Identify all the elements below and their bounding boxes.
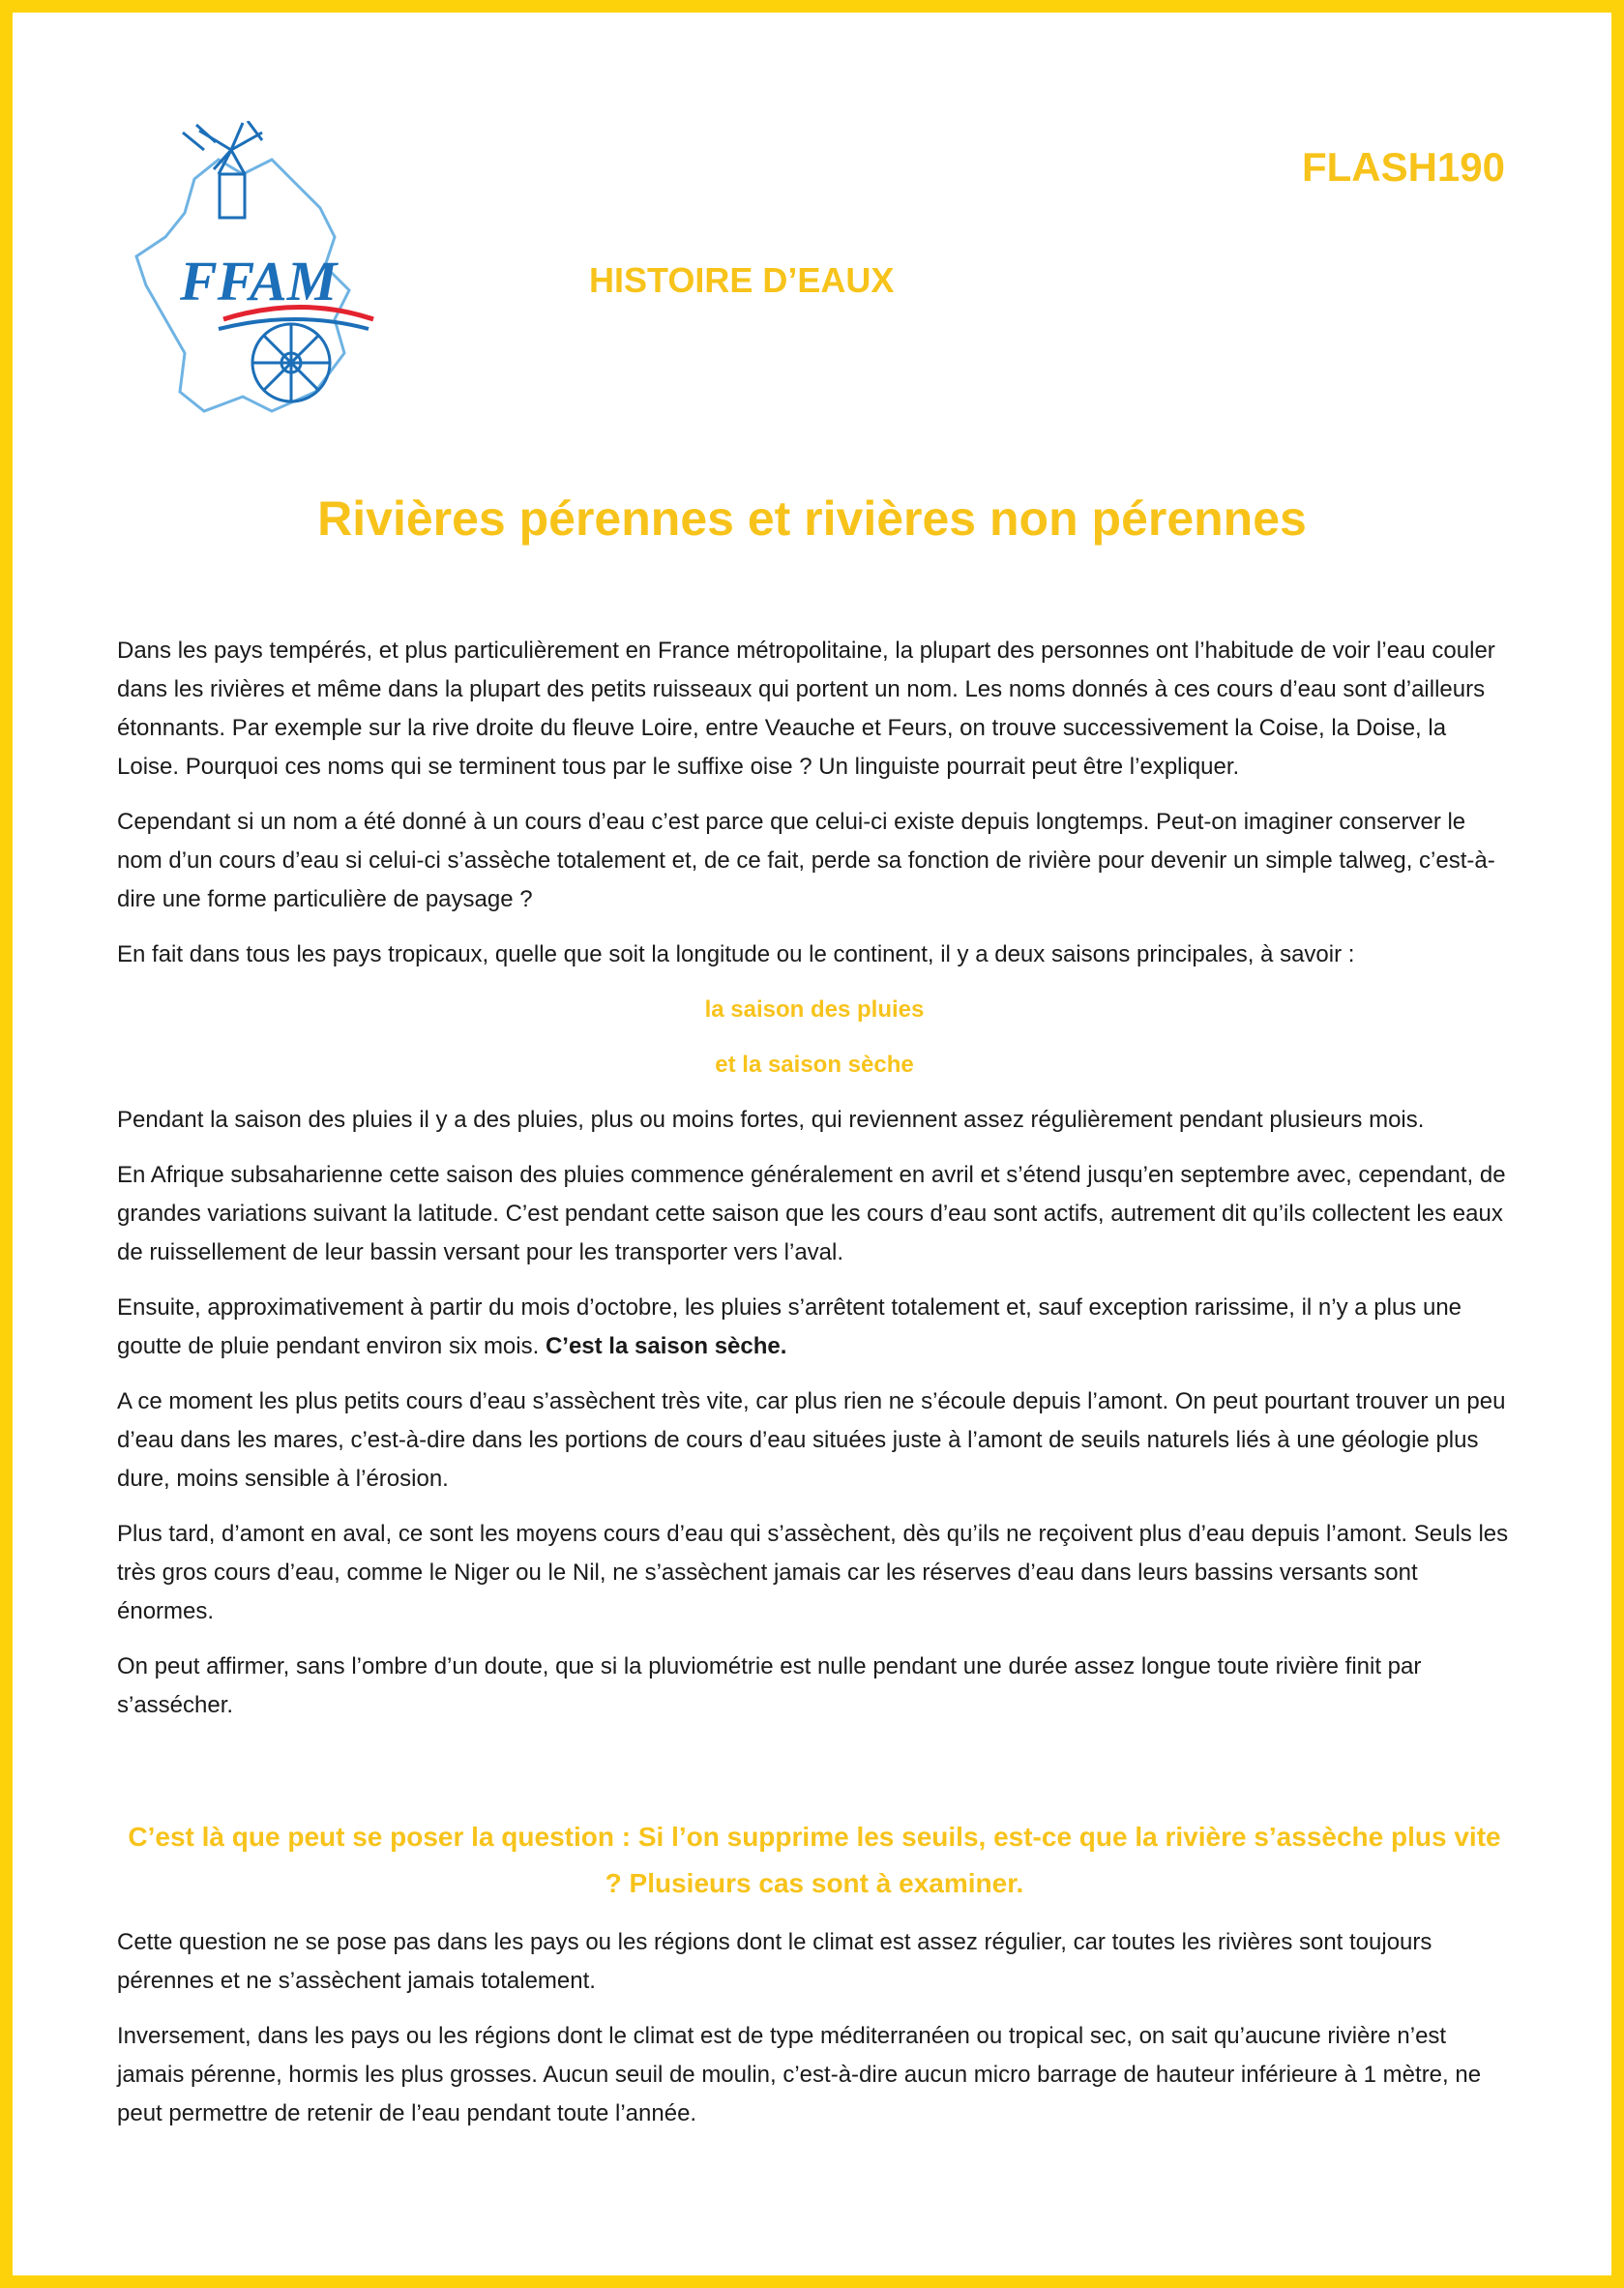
paragraph-5: En Afrique subsaharienne cette saison des pluies commence généralement en avril et s’étend jusqu’en septembre avec, cependant, de grandes variations suivant la latitude. C’est pendant cette saison que les cours d’eau sont actifs, autrement dit qu’ils collectent les eaux de ruissellement de leur bassin versant pour les transporter vers l’aval.	[117, 1162, 1506, 1265]
paragraph-9: On peut affirmer, sans l’ombre d’un doute, que si la pluviométrie est nulle pendant une durée assez longue toute rivière finit par s’assécher.	[117, 1653, 1422, 1718]
article-body	[117, 632, 1512, 2150]
paragraph-8: Plus tard, d’amont en aval, ce sont les moyens cours d’eau qui s’assèchent, dès qu’ils ne reçoivent plus d’eau depuis l’amont. Seuls les très gros cours d’eau, comme le Niger ou le Nil, ne s’assèchent jamais car les réserves d’eau dans leurs bassins versants sont énormes.	[117, 1521, 1509, 1624]
paragraph-4: Pendant la saison des pluies il y a des pluies, plus ou moins fortes, qui reviennent assez régulièrement pendant plusieurs mois.	[117, 1107, 1425, 1133]
ffam-logo-graphic	[127, 121, 388, 431]
paragraph-3: En fait dans tous les pays tropicaux, quelle que soit la longitude ou le continent, il y a deux saisons principales, à savoir :	[117, 941, 1355, 967]
season-dry: et la saison sèche	[715, 1052, 914, 1078]
logo-text: FFAM	[180, 250, 338, 312]
paragraph-10: Cette question ne se pose pas dans les pays ou les régions dont le climat est assez régulier, car toutes les rivières sont toujours pérennes et ne s’assèchent jamais totalement.	[117, 1929, 1432, 1994]
paragraph-1: Dans les pays tempérés, et plus particulièrement en France métropolitaine, la plupart des personnes ont l’habitude de voir l’eau couler dans les rivières et même dans la plupart des petits ruisseaux qui portent un nom. Les noms donnés à ces cours d’eau sont d’ailleurs étonnants. Par exemple sur la rive droite du fleuve Loire, entre Veauche et Feurs, on trouve successivement la Coise, la Doise, la Loise. Pourquoi ces noms qui se terminent tous par le suffixe oise ? Un linguiste pourrait peut être l’expliquer.	[117, 638, 1495, 780]
question-heading: C’est là que peut se poser la question : Si l’on supprime les seuils, est-ce que la rivière s’assèche plus vite ? Plusieurs cas sont à examiner.	[128, 1822, 1501, 1898]
dry-season-emphasis: C’est la saison sèche.	[545, 1333, 787, 1359]
subject-heading: HISTOIRE D’EAUX	[589, 260, 895, 300]
paragraph-2: Cependant si un nom a été donné à un cours d’eau c’est parce que celui-ci existe depuis longtemps. Peut-on imaginer conserver le nom d’un cours d’eau si celui-ci s’assèche totalement et, de ce fait, perde sa fonction de rivière pour devenir un simple talweg, c’est-à-dire une forme particulière de paysage ?	[117, 809, 1495, 912]
season-rainy: la saison des pluies	[704, 996, 925, 1023]
ffam-logo	[127, 121, 388, 431]
flash-code: FLASH190	[1301, 144, 1505, 190]
paragraph-11: Inversement, dans les pays ou les régions dont le climat est de type méditerranéen ou tropical sec, on sait qu’aucune rivière n’est jamais pérenne, hormis les plus grosses. Aucun seuil de moulin, c’est-à-dire aucun micro barrage de hauteur inférieure à 1 mètre, ne peut permettre de retenir de l’eau pendant toute l’année.	[117, 2023, 1482, 2126]
page-title: Rivières pérennes et rivières non pérennes	[317, 491, 1307, 546]
water-wheel-icon	[252, 324, 330, 401]
paragraph-7: A ce moment les plus petits cours d’eau s’assèchent très vite, car plus rien ne s’écoule depuis l’amont. On peut pourtant trouver un peu d’eau dans les mares, c’est-à-dire dans les portions de cours d’eau situées juste à l’amont de seuils naturels liés à une géologie plus dure, moins sensible à l’érosion.	[117, 1388, 1506, 1492]
paragraph-6-text: Ensuite, approximativement à partir du mois d’octobre, les pluies s’arrêtent totalement et, sauf exception rarissime, il n’y a plus une goutte de pluie pendant environ six mois.	[117, 1294, 1462, 1359]
paragraph-6	[117, 1289, 1512, 1366]
